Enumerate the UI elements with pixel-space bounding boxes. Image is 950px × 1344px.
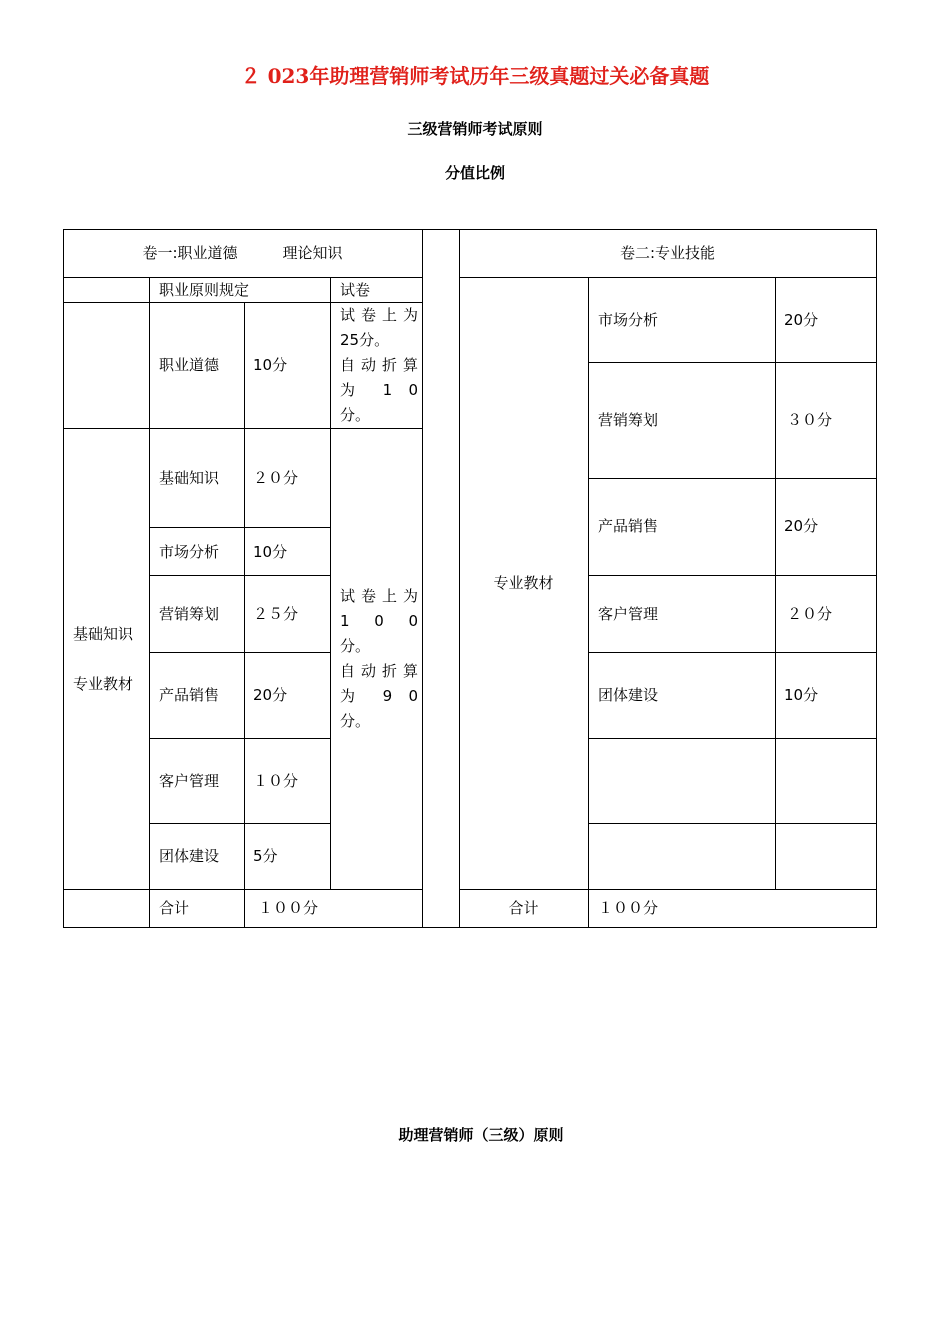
section-heading: 三级营销师考试原则 [407,120,543,138]
section-subheading: 分值比例 [444,164,505,182]
row-name: 客户管理 [598,605,659,623]
row-score: 20分 [784,517,819,535]
total-value: １００分 [598,899,659,917]
row-score: ３０分 [787,411,833,429]
row-score: 10分 [253,543,288,561]
paper-two-header: 卷二:专业技能 [619,244,716,262]
group-label-basic: 基础知识 [73,625,134,643]
row-score: 20分 [253,686,288,704]
row-name: 市场分析 [598,311,659,329]
row-score: ２０分 [253,469,299,487]
row-score: 20分 [784,311,819,329]
row-score: ２０分 [787,605,833,623]
row-name: 团体建设 [159,847,220,865]
row-name: 基础知识 [159,469,220,487]
row-score: 10分 [784,686,819,704]
section-heading: 助理营销师（三级）原则 [398,1126,564,1144]
total-value: １００分 [258,899,319,917]
right-group-label: 专业教材 [493,574,554,592]
row-name: 产品销售 [598,517,659,535]
row-name: 营销筹划 [159,605,220,623]
row-name: 产品销售 [159,686,220,704]
rule-column-header: 职业原则规定 [159,281,250,299]
row-name: 营销筹划 [598,411,659,429]
row-score: ２５分 [253,605,299,623]
row-name: 团体建设 [598,686,659,704]
row-score: １０分 [253,772,299,790]
row-name: 客户管理 [159,772,220,790]
paper-one-header: 卷一:职业道德 理论知识 [142,244,343,262]
row-score: 5分 [253,847,278,865]
paper-column-header: 试卷 [340,281,371,299]
total-label: 合计 [159,899,190,917]
page-title: ２ 023年助理营销师考试历年三级真题过关必备真题 [240,64,710,88]
group-label-textbook: 专业教材 [73,675,134,693]
total-label: 合计 [508,899,539,917]
row-name: 市场分析 [159,543,220,561]
ethics-name: 职业道德 [159,356,220,374]
ethics-score: 10分 [253,356,288,374]
